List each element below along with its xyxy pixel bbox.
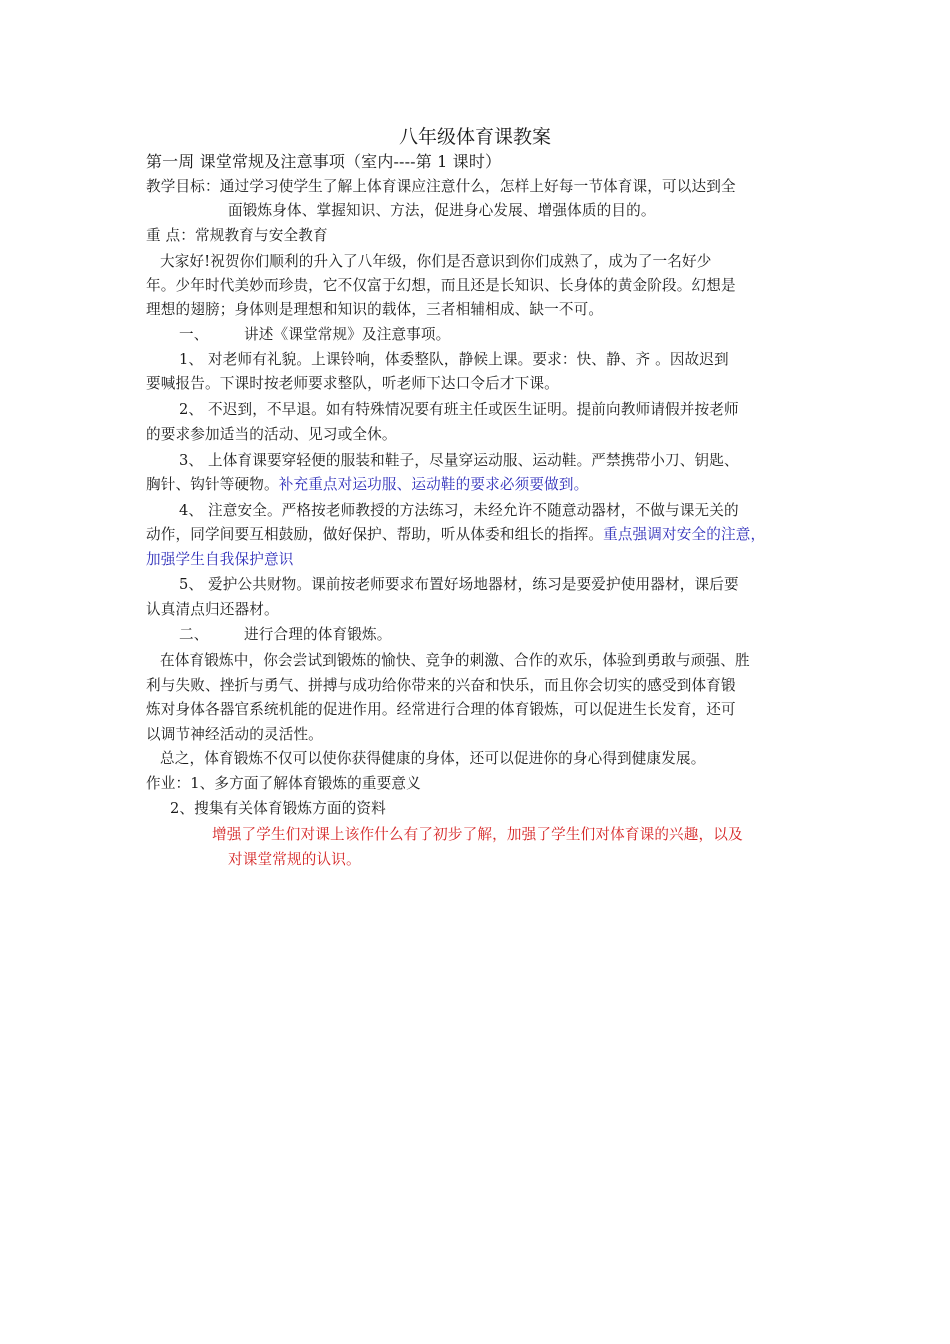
- rule-1-line-1: 1、 对老师有礼貌。上课铃响，体委整队，静候上课。要求：快、静、齐 。因故迟到: [179, 351, 729, 368]
- rule-3-text: 胸针、钩针等硬物。: [146, 476, 279, 493]
- reflection-line-2: 对课堂常规的认识。: [228, 851, 361, 868]
- exercise-line-3: 炼对身体各器官系统机能的促进作用。经常进行合理的体育锻炼，可以促进生长发育，还可: [146, 701, 736, 718]
- week-heading: 第一周 课堂常规及注意事项（室内----第 1 课时）: [146, 152, 502, 171]
- exercise-line-1: 在体育锻炼中，你会尝试到锻炼的愉快、竞争的刺激、合作的欢乐，体验到勇敢与顽强、胜: [160, 652, 750, 669]
- section-2-heading: 进行合理的体育锻炼。: [244, 626, 392, 643]
- rule-2-line-1: 2、 不迟到，不早退。如有特殊情况要有班主任或医生证明。提前向教师请假并按老师: [179, 401, 739, 418]
- rule-3-annotation: 补充重点对运功服、运动鞋的要求必须要做到。: [278, 476, 589, 493]
- rule-4-line-3: 加强学生自我保护意识: [146, 551, 294, 568]
- summary-line: 总之，体育锻炼不仅可以使你获得健康的身体，还可以促进你的身心得到健康发展。: [160, 750, 706, 767]
- homework-line-1: 作业：1、多方面了解体育锻炼的重要意义: [146, 775, 421, 792]
- document-title: 八年级体育课教案: [398, 126, 551, 148]
- objective-line-2: 面锻炼身体、掌握知识、方法，促进身心发展、增强体质的目的。: [228, 202, 656, 219]
- homework-line-2: 2、搜集有关体育锻炼方面的资料: [170, 800, 386, 817]
- key-point: 重 点：常规教育与安全教育: [146, 227, 328, 244]
- exercise-line-4: 以调节神经活动的灵活性。: [146, 726, 323, 743]
- rule-1-line-2: 要喊报告。下课时按老师要求整队，听老师下达口令后才下课。: [146, 375, 559, 392]
- section-2-number: 二、: [179, 626, 209, 643]
- reflection-line-1: 增强了学生们对课上该作什么有了初步了解，加强了学生们对体育课的兴趣，以及: [212, 826, 743, 843]
- intro-line-2: 年。少年时代美妙而珍贵，它不仅富于幻想，而且还是长知识、长身体的黄金阶段。幻想是: [146, 277, 736, 294]
- objective-line-1: 教学目标：通过学习使学生了解上体育课应注意什么，怎样上好每一节体育课，可以达到全: [146, 178, 736, 195]
- rule-4-text: 动作，同学间要互相鼓励，做好保护、帮助，听从体委和组长的指挥。: [146, 526, 604, 543]
- exercise-line-2: 利与失败、挫折与勇气、拼搏与成功给你带来的兴奋和快乐，而且你会切实的感受到体育锻: [146, 677, 736, 694]
- rule-5-line-2: 认真清点归还器材。: [146, 601, 279, 618]
- rule-5-line-1: 5、 爱护公共财物。课前按老师要求布置好场地器材，练习是要爱护使用器材，课后要: [179, 576, 739, 593]
- rule-4-line-1: 4、 注意安全。严格按老师教授的方法练习，未经允许不随意动器材，不做与课无关的: [179, 502, 739, 519]
- section-1-heading: 讲述《课堂常规》及注意事项。: [244, 326, 451, 343]
- rule-2-line-2: 的要求参加适当的活动、见习或全休。: [146, 426, 397, 443]
- rule-4-annotation: 重点强调对安全的注意，: [603, 526, 766, 543]
- rule-3-line-2: [146, 473, 588, 497]
- rule-3-line-1: 3、 上体育课要穿轻便的服装和鞋子，尽量穿运动服、运动鞋。严禁携带小刀、钥匙、: [179, 452, 739, 469]
- rule-4-line-2: [146, 523, 765, 547]
- intro-line-1: 大家好!祝贺你们顺利的升入了八年级，你们是否意识到你们成熟了，成为了一名好少: [160, 253, 712, 270]
- intro-line-3: 理想的翅膀；身体则是理想和知识的载体，三者相辅相成、缺一不可。: [146, 301, 604, 318]
- section-1-number: 一、: [179, 326, 209, 343]
